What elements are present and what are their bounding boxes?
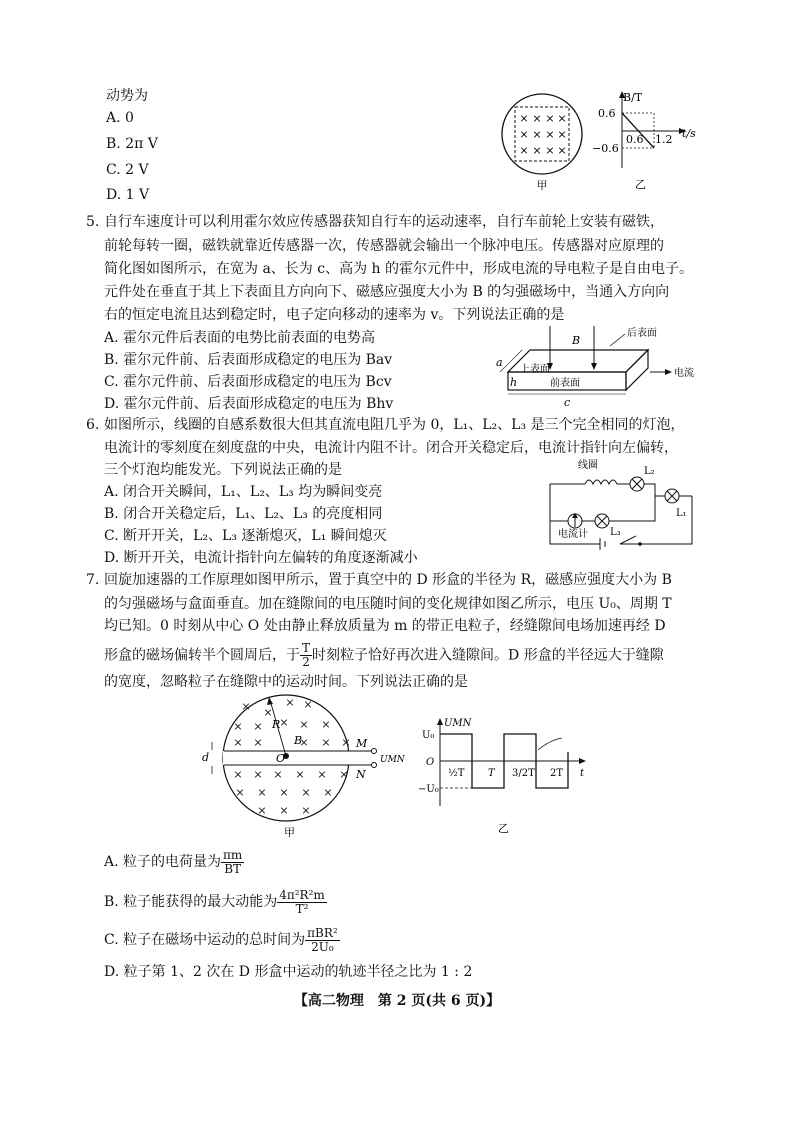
q5-line-2: 前轮每转一圈，磁铁就靠近传感器一次，传感器就会输出一个脉冲电压。传感器对应原理的 [104,238,664,254]
q6-fig-L1: L₁ [676,508,687,519]
svg-text:×: × [233,736,243,749]
q7-a-den: BT [224,861,242,876]
q6-line-3: 三个灯泡均能发光。下列说法正确的是 [104,462,342,478]
q4-tail: 动势为 [106,88,148,104]
q4-option-a: A. 0 [106,110,134,126]
svg-text:×: × [323,786,333,799]
q7-fig-N: N [356,768,366,781]
q7-line-5: 的宽度，忽略粒子在缝隙中的运动时间。下列说法正确的是 [104,674,468,690]
q6-number: 6. [86,417,100,433]
q5-option-d: D. 霍尔元件前、后表面形成稳定的电压为 Bhv [104,396,394,412]
q7-option-d: D. 粒子第 1、2 次在 D 形盒中运动的轨迹半径之比为 1 : 2 [104,964,473,980]
svg-text:×: × [301,804,311,817]
q6-figure-circuit [540,456,700,558]
q7-option-c-frac [305,927,340,954]
svg-text:×: × [279,804,289,817]
q5-figure-hall [490,322,700,414]
q7-option-b-frac [277,889,327,916]
page-footer: 【高二物理 第 2 页(共 6 页)】 [293,993,501,1009]
q6-option-b: B. 闭合开关稳定后，L₁、L₂、L₃ 的亮度相同 [104,506,383,522]
svg-text:×: × [321,736,331,749]
q5-option-b: B. 霍尔元件前、后表面形成稳定的电压为 Bav [104,352,393,368]
q4-graph-ylabel: B/T [623,91,643,104]
q6-fig-L2: L₂ [644,466,655,477]
svg-text:×: × [532,144,542,157]
q5-number: 5. [86,214,100,230]
svg-text:×: × [557,144,567,157]
q7-jia-label: 甲 [284,826,295,839]
svg-text:×: × [285,696,295,709]
svg-text:×: × [273,768,283,781]
q7-b-num: 4π²R²m [279,887,325,902]
svg-text:×: × [279,786,289,799]
q7-figure-cyclotron [200,694,405,842]
q5-fig-c: c [564,396,571,409]
q7-fig-O: O [276,752,286,765]
q7-fig-T: T [488,768,495,779]
q7-line-4b: 时刻粒子恰好再次进入缝隙间。D 形盒的半径远大于缝隙 [312,647,664,664]
q5-fig-h: h [510,376,518,389]
q7-yi-label: 乙 [498,822,509,835]
q7-fig-U0: U₀ [422,730,435,741]
svg-text:×: × [299,736,309,749]
q4-option-d: D. 1 V [106,187,150,203]
q6-fig-L3: L₃ [610,527,621,538]
q7-option-c-text: C. 粒子在磁场中运动的总时间为 [104,932,306,948]
svg-text:×: × [317,768,327,781]
svg-text:×: × [321,718,331,731]
q5-fig-current: 电流 [674,368,694,379]
q7-fig-O2: O [426,757,435,768]
svg-text:×: × [339,768,349,781]
q5-line-4: 元件处在垂直于其上下表面且方向向下、磁感应强度大小为 B 的匀强磁场中，当通入方向向 [104,284,670,300]
q7-fig-t: t [580,768,585,779]
q7-line-4 [104,642,664,669]
q4-graph-x1: 0.6 [626,133,644,146]
q7-c-den: 2U₀ [311,939,334,954]
q6-option-c: C. 断开开关，L₂、L₃ 逐渐熄灭，L₁ 瞬间熄灭 [104,528,387,544]
q4-option-c: C. 2 V [106,162,149,178]
q5-line-5: 右的恒定电流且达到稳定时，电子定向移动的速率为 v。下列说法正确的是 [104,307,565,323]
svg-text:×: × [253,736,263,749]
q7-option-a [104,848,244,876]
q7-fig-M: M [356,737,368,750]
q5-option-a: A. 霍尔元件后表面的电势比前表面的电势高 [104,330,376,346]
q7-fig-UMN-axis: UMN [444,718,472,729]
svg-text:×: × [263,706,273,719]
q7-line-1: 回旋加速器的工作原理如图甲所示，置于真空中的 D 形盒的半径为 R，磁感应强度大小为 B [104,572,672,588]
q7-fig-halfT: ½T [448,768,465,779]
svg-text:×: × [545,128,555,141]
svg-text:×: × [303,698,313,711]
q7-frac-T2 [300,642,312,669]
q7-option-b-text: B. 粒子能获得的最大动能为 [104,894,278,910]
svg-text:×: × [233,768,243,781]
q7-frac-den: 2 [302,655,310,669]
svg-text:×: × [532,112,542,125]
svg-text:×: × [545,144,555,157]
q4-graph-x2: 1.2 [655,133,673,146]
svg-text:×: × [253,720,263,733]
q6-fig-coil: 线圈 [578,460,598,471]
q4-option-b: B. 2π V [106,136,158,152]
q7-fig-R: R [272,718,281,731]
q5-line-3: 简化图如图所示，在宽为 a、长为 c、高为 h 的霍尔元件中，形成电流的导电粒子是自由电子。 [104,261,694,277]
q5-fig-back: 后表面 [627,328,657,339]
svg-text:×: × [295,768,305,781]
svg-text:×: × [301,786,311,799]
q7-fig-B: B [294,734,303,747]
q7-fig-threehalfT: 3/2T [512,768,535,779]
q7-line-4a: 形盒的磁场偏转半个圆周后，于 [104,647,300,664]
q6-fig-meter: 电流计 [558,529,588,540]
svg-text:×: × [241,700,251,713]
q5-fig-B: B [572,334,581,347]
q7-line-2: 的匀强磁场与盒面垂直。加在缝隙间的电压随时间的变化规律如图乙所示，电压 U₀、周期 T [104,596,672,612]
q5-option-c: C. 霍尔元件前、后表面形成稳定的电压为 Bcv [104,374,392,390]
svg-text:×: × [257,804,267,817]
svg-text:×: × [532,128,542,141]
q4-graph-xlabel: t/s [682,127,696,140]
svg-text:×: × [519,112,529,125]
svg-text:×: × [299,718,309,731]
q7-b-den: T² [295,901,309,916]
svg-text:×: × [257,786,267,799]
q6-option-d: D. 断开开关，电流计指针向左偏转的角度逐渐减小 [104,550,418,566]
q7-frac-num: T [302,641,311,655]
svg-text:×: × [233,720,243,733]
q7-fig-negU0: −U₀ [418,784,439,795]
q7-number: 7. [86,572,100,588]
q7-fig-UMN: UMN [380,755,405,765]
q4-graph-ybot: −0.6 [592,142,619,155]
q7-option-a-frac [221,849,244,876]
svg-text:×: × [557,112,567,125]
q6-line-2: 电流计的零刻度在刻度盘的中央，电流计内阻不计。闭合开关稳定后，电流计指针向左偏转， [104,440,678,456]
svg-text:×: × [519,144,529,157]
q4-graph-ytop: 0.6 [598,107,616,120]
q5-fig-front: 前表面 [550,378,580,389]
svg-text:×: × [545,112,555,125]
q5-fig-top: 上表面 [520,364,550,375]
q7-option-c [104,926,340,954]
q7-line-3: 均已知。0 时刻从中心 O 处由静止释放质量为 m 的带正电粒子，经缝隙间电场加速再经 D [104,618,666,634]
q7-figure-voltage [418,714,598,844]
q7-option-b [104,888,327,916]
q5-line-1: 自行车速度计可以利用霍尔效应传感器获知自行车的运动速率，自行车前轮上安装有磁铁， [104,214,664,230]
q7-c-num: πBR² [307,925,338,940]
q4-yi-label: 乙 [635,178,646,191]
q5-fig-a: a [496,356,503,369]
q6-option-a: A. 闭合开关瞬间，L₁、L₂、L₃ 均为瞬间变亮 [104,484,383,500]
q7-fig-d: d [202,751,210,764]
q4-jia-label: 甲 [536,179,548,192]
svg-text:×: × [341,736,351,749]
svg-text:×: × [235,786,245,799]
svg-text:×: × [253,768,263,781]
q4-figure-jia [498,92,588,192]
q6-line-1: 如图所示，线圈的自感系数很大但其直流电阻几乎为 0，L₁、L₂、L₃ 是三个完全相同的灯泡， [104,417,685,433]
q7-fig-twoT: 2T [550,768,564,779]
svg-text:×: × [519,128,529,141]
q7-a-num: πm [223,847,243,862]
q7-option-a-text: A. 粒子的电荷量为 [104,854,222,870]
q4-figure-yi [590,88,700,193]
svg-text:×: × [279,716,289,729]
svg-text:×: × [557,128,567,141]
